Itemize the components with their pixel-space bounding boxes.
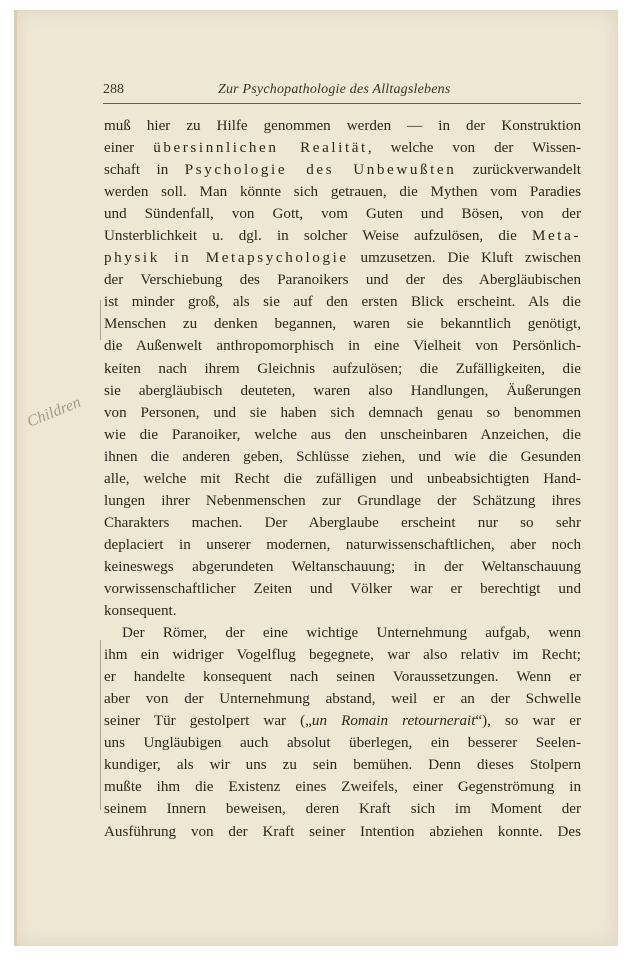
- text-segment: seinem Innern beweisen, deren Kraft sich im Moment der: [104, 801, 581, 818]
- text-segment: Menschen zu denken begannen, waren sie bekanntlich genötigt,: [104, 316, 581, 333]
- text-line: [104, 754, 581, 776]
- page-edge: [14, 10, 17, 946]
- text-segment: der Verschiebung des Paranoikers und der des Abergläubischen: [104, 272, 581, 289]
- body-text: [104, 115, 581, 843]
- margin-pencil-line: [100, 300, 101, 340]
- text-segment: aber von der Unternehmung abstand, weil er an der Schwelle: [104, 691, 581, 708]
- text-segment: Der Römer, der eine wichtige Unternehmung aufgab, wenn: [122, 625, 581, 642]
- spaced-emphasis: Psychologie des Unbewußten: [184, 162, 457, 179]
- text-line: [104, 335, 581, 357]
- text-line: [104, 181, 581, 203]
- text-line: [104, 644, 581, 666]
- text-line: [104, 710, 581, 732]
- text-line: [104, 203, 581, 225]
- text-line: [104, 446, 581, 468]
- text-line: [104, 402, 581, 424]
- text-segment: einer: [104, 140, 154, 157]
- text-line: [104, 269, 581, 291]
- text-segment: vorwissenschaftlicher Zeiten und Völker war er berechtigt und: [104, 580, 581, 597]
- text-line: [104, 380, 581, 402]
- text-segment: die Außenwelt anthropomorphisch in eine Vielheit von Persönlich-: [104, 338, 581, 355]
- text-line: [104, 291, 581, 313]
- text-segment: konsequent.: [104, 603, 177, 620]
- text-segment: ihnen die anderen geben, Schlüsse ziehen, und wie die Gesunden: [104, 448, 581, 465]
- text-segment: umzusetzen. Die Kluft zwischen: [348, 250, 581, 267]
- text-segment: Unsterblichkeit u. dgl. in solcher Weise aufzulösen, die: [104, 228, 532, 245]
- text-line: [104, 424, 581, 446]
- text-line: [104, 159, 581, 181]
- text-segment: seiner Tür gestolpert war („: [104, 713, 312, 730]
- text-line: [104, 137, 581, 159]
- text-segment: kundiger, als wir uns zu sein bemühen. Denn dieses Stolpern: [104, 757, 581, 774]
- margin-note-text: Children: [24, 393, 84, 431]
- running-header: [103, 82, 581, 104]
- text-line: [104, 688, 581, 710]
- running-title: Zur Psychopathologie des Alltagslebens: [218, 82, 451, 97]
- text-segment: von Personen, und sie haben sich demnach genau so benommen: [104, 404, 581, 421]
- text-segment: , welche von der Wissen-: [367, 140, 581, 157]
- page-number: 288: [103, 82, 124, 97]
- text-line: [104, 534, 581, 556]
- handwritten-margin-note: [20, 378, 100, 438]
- text-line: [104, 313, 581, 335]
- text-segment: wie die Paranoiker, welche aus den unscheinbaren Anzeichen, die: [104, 426, 581, 443]
- text-segment: Charakters machen. Der Aberglaube erscheint nur so sehr: [104, 514, 581, 531]
- text-segment: muß hier zu Hilfe genommen werden — in der Konstruktion: [104, 118, 581, 134]
- text-segment: keineswegs abgerundeten Weltanschauung; in der Weltanschauung: [104, 558, 581, 575]
- text-line: [104, 115, 581, 137]
- text-segment: mußte ihm die Existenz eines Zweifels, einer Gegenströmung in: [104, 779, 581, 796]
- text-line: [104, 468, 581, 490]
- text-segment: alle, welche mit Recht die zufälligen und unbeabsichtigten Hand-: [104, 470, 581, 487]
- text-segment: ihm ein widriger Vogelflug begegnete, war also relativ im Recht;: [104, 647, 581, 664]
- italic-phrase: un Romain retournerait: [311, 713, 476, 730]
- text-segment: deplaciert in unserer modernen, naturwissenschaftlichen, aber noch: [104, 536, 581, 553]
- text-line: [104, 578, 581, 600]
- text-segment: uns Ungläubigen auch absolut überlegen, ein besserer Seelen-: [104, 735, 581, 752]
- text-line: [104, 358, 581, 380]
- text-line: [104, 732, 581, 754]
- text-line: [104, 798, 581, 820]
- margin-pencil-line: [100, 640, 101, 810]
- text-segment: keiten nach ihrem Gleichnis aufzulösen; die Zufälligkeiten, die: [104, 360, 581, 377]
- text-line: [104, 490, 581, 512]
- text-segment: und Sündenfall, von Gott, vom Guten und Bösen, von der: [104, 206, 581, 223]
- text-segment: sie abergläubisch deuteten, waren also Handlungen, Äußerungen: [104, 382, 581, 399]
- text-segment: “), so war er: [475, 713, 581, 730]
- text-line: [104, 512, 581, 534]
- spaced-emphasis: Meta-: [531, 228, 581, 245]
- text-segment: zurückverwandelt: [456, 162, 581, 179]
- text-segment: ist minder groß, als sie auf den ersten Blick erscheint. Als die: [104, 294, 581, 311]
- text-segment: lungen ihrer Nebenmenschen zur Grundlage der Schätzung ihres: [104, 492, 581, 509]
- text-line: [104, 622, 581, 644]
- text-line: [104, 600, 581, 622]
- text-segment: schaft in: [104, 162, 185, 179]
- text-line: [104, 776, 581, 798]
- text-segment: Ausführung von der Kraft seiner Intention abziehen konnte. Des: [104, 823, 581, 840]
- header-rule: [103, 103, 581, 104]
- text-line: [104, 556, 581, 578]
- text-segment: werden soll. Man könnte sich getrauen, die Mythen vom Paradies: [104, 184, 581, 201]
- spaced-emphasis: physik in Metapsychologie: [104, 250, 349, 267]
- spaced-emphasis: übersinnlichen Realität: [153, 140, 368, 157]
- text-line: [104, 225, 581, 247]
- text-line: [104, 821, 581, 843]
- text-line: [104, 247, 581, 269]
- text-line: [104, 666, 581, 688]
- text-segment: er handelte konsequent nach seinen Voraussetzungen. Wenn er: [104, 669, 581, 686]
